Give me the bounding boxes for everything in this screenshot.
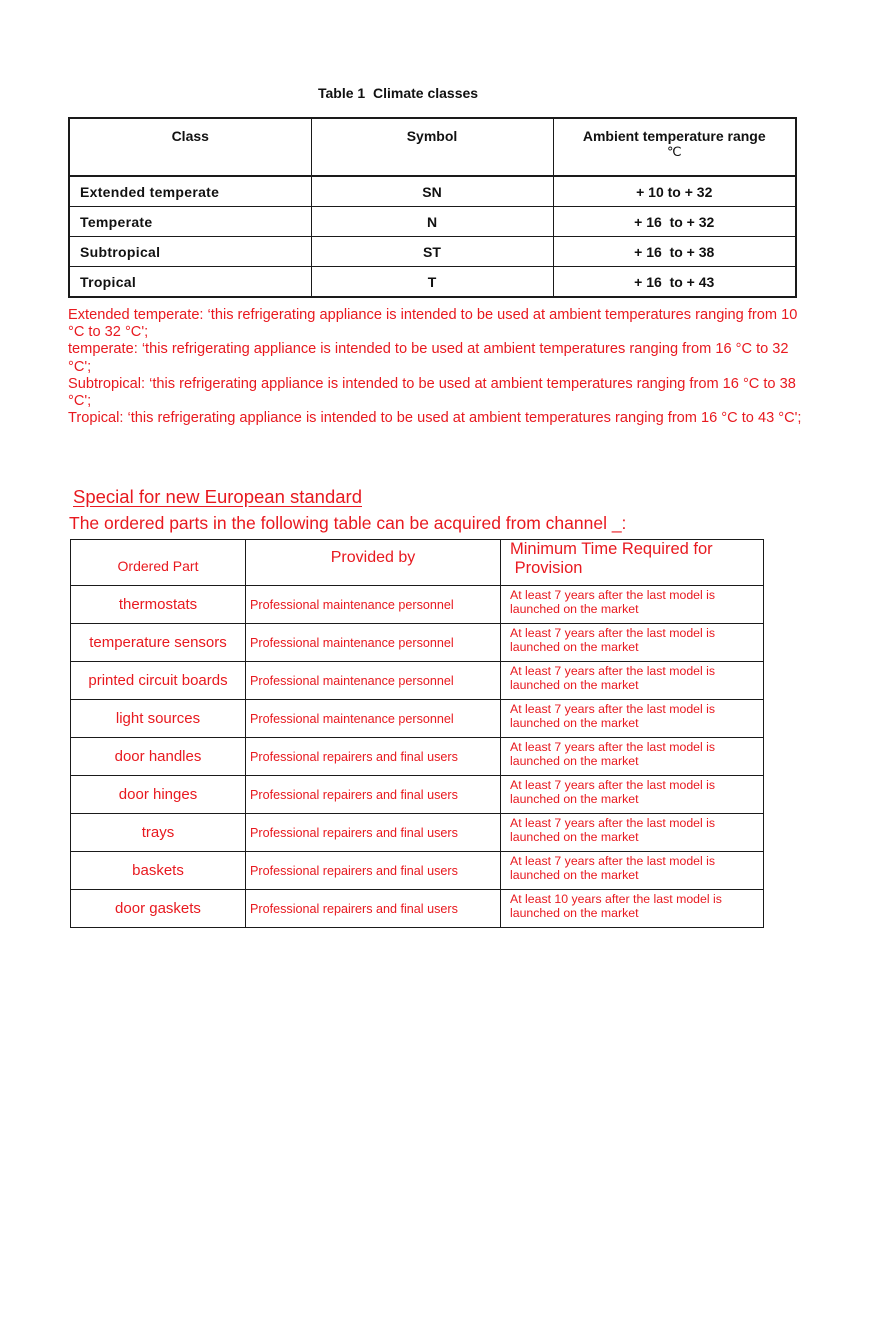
minimum-time: At least 7 years after the last model is launched on the market — [501, 814, 764, 852]
provided-by: Professional maintenance personnel — [246, 586, 501, 624]
part-name: door hinges — [71, 776, 246, 814]
note-temperate: temperate: ‘this refrigerating appliance is intended to be used at ambient temperatures ranging from 16 °C to 32 °C'; — [68, 341, 789, 375]
climate-range: + 16 to + 43 — [553, 267, 796, 298]
note-tropical: Tropical: ‘this refrigerating appliance is intended to be used at ambient temperatures ranging from 16 °C to 43 °C'; — [68, 410, 802, 427]
table-row — [69, 267, 796, 298]
table-row — [69, 237, 796, 267]
table-row — [71, 700, 764, 738]
climate-classes-table — [68, 117, 797, 298]
climate-range: + 16 to + 32 — [553, 207, 796, 237]
table-row — [69, 207, 796, 237]
table-row — [69, 176, 796, 207]
provided-by: Professional maintenance personnel — [246, 662, 501, 700]
note-extended-temperate: Extended temperate: ‘this refrigerating appliance is intended to be used at ambient temperatures ranging from 10 °C to 32 °C'; — [68, 307, 798, 341]
part-name: printed circuit boards — [71, 662, 246, 700]
climate-class-notes — [68, 307, 803, 427]
minimum-time: At least 7 years after the last model is launched on the market — [501, 738, 764, 776]
table-row — [71, 738, 764, 776]
table-row — [71, 776, 764, 814]
header-class: Class — [69, 118, 311, 176]
part-name: temperature sensors — [71, 624, 246, 662]
header-temperature-range: Ambient temperature range ℃ — [553, 118, 796, 176]
table-row — [71, 890, 764, 928]
provided-by: Professional repairers and final users — [246, 776, 501, 814]
provided-by: Professional repairers and final users — [246, 852, 501, 890]
part-name: door handles — [71, 738, 246, 776]
celsius-unit: ℃ — [666, 144, 682, 159]
climate-symbol: N — [311, 207, 553, 237]
minimum-time: At least 7 years after the last model is launched on the market — [501, 852, 764, 890]
climate-class: Extended temperate — [69, 176, 311, 207]
climate-symbol: T — [311, 267, 553, 298]
minimum-time: At least 7 years after the last model is launched on the market — [501, 586, 764, 624]
special-section-title: Special for new European standard — [73, 486, 362, 507]
climate-table-header-row — [69, 118, 796, 176]
table-row — [71, 852, 764, 890]
climate-range: + 10 to + 32 — [553, 176, 796, 207]
header-provided-by: Provided by — [246, 540, 501, 586]
minimum-time: At least 10 years after the last model is launched on the market — [501, 890, 764, 928]
table-row — [71, 624, 764, 662]
climate-range: + 16 to + 38 — [553, 237, 796, 267]
minimum-time: At least 7 years after the last model is launched on the market — [501, 700, 764, 738]
ordered-parts-intro: The ordered parts in the following table can be acquired from channel _: — [69, 513, 627, 533]
table-row — [71, 662, 764, 700]
note-subtropical: Subtropical: ‘this refrigerating appliance is intended to be used at ambient temperatures ranging from 16 °C to 38 °C'; — [68, 375, 796, 410]
header-symbol: Symbol — [311, 118, 553, 176]
provided-by: Professional maintenance personnel — [246, 700, 501, 738]
header-ordered-part: Ordered Part — [71, 540, 246, 586]
climate-class: Subtropical — [69, 237, 311, 267]
provided-by: Professional repairers and final users — [246, 890, 501, 928]
minimum-time: At least 7 years after the last model is launched on the market — [501, 662, 764, 700]
climate-symbol: ST — [311, 237, 553, 267]
part-name: door gaskets — [71, 890, 246, 928]
part-name: thermostats — [71, 586, 246, 624]
table1-caption: Table 1 Climate classes — [318, 85, 479, 101]
climate-class: Temperate — [69, 207, 311, 237]
climate-symbol: SN — [311, 176, 553, 207]
minimum-time: At least 7 years after the last model is launched on the market — [501, 776, 764, 814]
parts-table-header-row — [71, 540, 764, 586]
climate-class: Tropical — [69, 267, 311, 298]
part-name: light sources — [71, 700, 246, 738]
provided-by: Professional repairers and final users — [246, 814, 501, 852]
table-row — [71, 814, 764, 852]
part-name: trays — [71, 814, 246, 852]
provided-by: Professional repairers and final users — [246, 738, 501, 776]
minimum-time: At least 7 years after the last model is launched on the market — [501, 624, 764, 662]
provided-by: Professional maintenance personnel — [246, 624, 501, 662]
part-name: baskets — [71, 852, 246, 890]
header-minimum-time: Minimum Time Required for Provision — [501, 540, 764, 586]
ordered-parts-table — [70, 539, 764, 928]
table-row — [71, 586, 764, 624]
